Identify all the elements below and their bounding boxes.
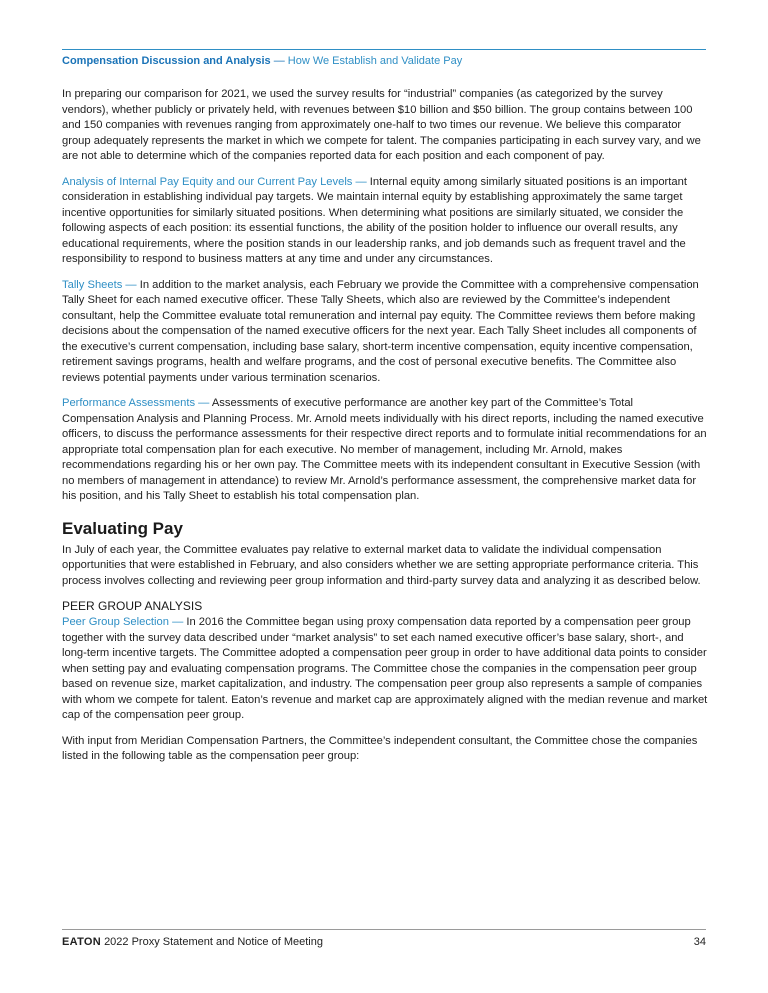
heading-peer-group-analysis: PEER GROUP ANALYSIS — [62, 599, 203, 613]
paragraph-peer-group-selection — [62, 615, 708, 724]
paragraph-survey-comparison: In preparing our comparison for 2021, we used the survey results for “industrial” companies (as categorized by the survey vendors), whether publicly or privately held, with revenues between $10 billion and $50 billion. The group contains between 100 and 150 companies with revenues ranging from approximately one-half to two times our revenue. We believe this comparator group adequately represents the market in which we compete for talent. The companies participating in each survey vary, and we are not able to determine which of the companies reported data for each position and each component of pay. — [62, 88, 701, 162]
page-number: 34 — [693, 936, 706, 948]
body-performance-assessments: Assessments of executive performance are another key part of the Committee’s Total Compensation Analysis and Planning Process. Mr. Arnold meets individually with his direct reports, including the named executive officers, to discuss the performance assessments for their respective direct reports and to formulate initial recommendations for an appropriate total compensation plan for each executive. No member of management, including Mr. Arnold, makes recommendations regarding his or her own pay. The Committee meets with its independent consultant in Executive Session (with no members of management in attendance) to review Mr. Arnold’s performance assessment, the comprehensive market data for his position, and his Tally Sheet to establish his total compensation plan. — [62, 397, 707, 502]
paragraph-internal-pay-equity — [62, 175, 708, 268]
footer-document-title: 2022 Proxy Statement and Notice of Meeting — [104, 936, 323, 948]
lead-peer-group-selection: Peer Group Selection — — [62, 616, 184, 628]
running-header — [62, 54, 706, 68]
paragraph-performance-assessments — [62, 396, 708, 505]
footer-brand: EATON — [62, 936, 101, 948]
paragraph-tally-sheets — [62, 278, 708, 387]
body-internal-pay-equity: Internal equity among similarly situated positions is an important consideration in establishing individual pay targets. We maintain internal equity by establishing approximately the same target incentive opportunities for similarly situated positions. When determining what positions are similarly situated, we consider the following aspects of each position: its essential functions, the ability of the position holder to influence our overall results, any educational requirements, where the position stands in our leadership ranks, and job demands such as frequent travel and the responsibility to respond to business matters at any time and under any circumstances. — [62, 175, 687, 265]
page-body — [62, 87, 708, 775]
body-peer-group-selection: In 2016 the Committee began using proxy compensation data reported by a compensation peer group together with the survey data described under “market analysis” to set each named executive officer’s base salary, short-, and long-term incentive targets. The Committee adopted a compensation peer group in order to have additional data points to consider when setting pay and evaluating compensation programs. The Committee chose the companies in the compensation peer group based on revenue size, market capitalization, and industry. The compensation peer group also represents a sample of companies with whom we compete for talent. Eaton’s revenue and market cap are approximately aligned with the median revenue and market cap of the compensation peer group. — [62, 616, 708, 721]
footer-rule — [62, 929, 706, 930]
lead-performance-assessments: Performance Assessments — — [62, 397, 210, 409]
lead-tally-sheets: Tally Sheets — — [62, 278, 137, 291]
header-separator: — — [273, 55, 285, 67]
header-subsection-title: How We Establish and Validate Pay — [287, 55, 463, 67]
header-rule — [62, 49, 706, 50]
paragraph-evaluating-pay: In July of each year, the Committee evaluates pay relative to external market data to validate the individual compensation opportunities that were established in February, and also considers whether we are setting appropriate performance criteria. This process involves collecting and reviewing peer group information and third-party survey data and analyzing it as described below. — [62, 543, 701, 587]
lead-internal-pay-equity: Analysis of Internal Pay Equity and our Current Pay Levels — — [62, 175, 367, 188]
heading-evaluating-pay: Evaluating Pay — [62, 518, 183, 538]
paragraph-peer-group-intro: With input from Meridian Compensation Partners, the Committee’s independent consultant, the Committee chose the companies listed in the following table as the compensation peer group: — [62, 734, 698, 762]
header-section-title: Compensation Discussion and Analysis — [62, 55, 271, 67]
running-footer — [62, 935, 706, 949]
body-tally-sheets: In addition to the market analysis, each February we provide the Committee with a comprehensive compensation Tally Sheet for each named executive officer. These Tally Sheets, which also are reviewed by the Committee’s independent consultant, help the Committee evaluate total remuneration and internal pay equity. The Committee reviews them before making decisions about the compensation of the named executive officers for the next year. Each Tally Sheet includes all components of the executive’s current compensation, including base salary, short-term incentive compensation, equity incentive compensation, retirement savings programs, health and welfare programs, and the cost of personal executive benefits. The Committee also reviews potential payments under various termination scenarios. — [62, 278, 699, 384]
